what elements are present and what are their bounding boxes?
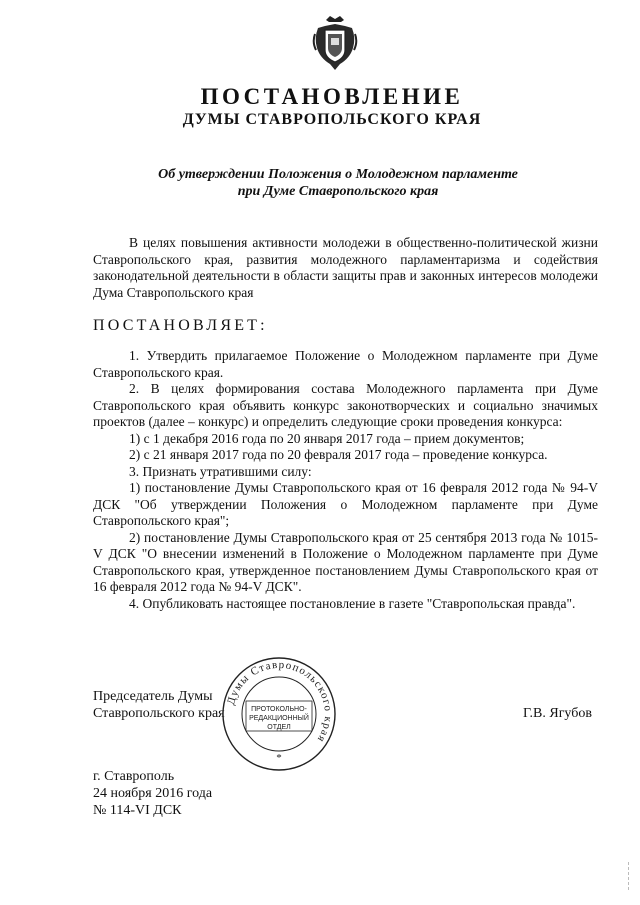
subject-line-2: при Думе Ставропольского края: [237, 184, 439, 199]
resolves-heading: ПОСТАНОВЛЯЕТ:: [93, 317, 268, 334]
signatory-title-line-2: Ставропольского края: [93, 706, 225, 721]
stamp-inner-line-1: ПРОТОКОЛЬНО-: [251, 706, 307, 713]
preamble-text: В целях повышения активности молодежи в общественно-политической жизни Ставропольского края, развития молодежного парламентаризма и содействия законодательной деятельности в области защиты прав и законных интересов молодежи Дума Ставропольского края: [93, 235, 598, 300]
preamble: [93, 235, 598, 301]
issuer-title: ДУМЫ СТАВРОПОЛЬСКОГО КРАЯ: [182, 111, 482, 128]
item-3-sub-1: 1) постановление Думы Ставропольского края от 16 февраля 2012 года № 94-V ДСК "Об утверждении Положения о Молодежном парламенте при Думе Ставропольского края";: [93, 480, 598, 528]
stamp-outer-text: Думы Ставропольского края: [224, 658, 335, 745]
official-stamp: [220, 655, 338, 773]
signatory-title: [93, 688, 225, 722]
scan-artifact: [628, 862, 631, 890]
item-3: 3. Признать утратившими силу:: [129, 463, 312, 479]
item-2-sub-2: 2) с 21 января 2017 года по 20 февраля 2017 года – проведение конкурса.: [129, 447, 548, 462]
item-3-sub-2: 2) постановление Думы Ставропольского края от 25 сентября 2013 года № 1015-V ДСК "О внесении изменений в Положение о Молодежном парламенте при Думе Ставропольского края, утвержденное постановлением Думы Ставропольского края от 16 февраля 2012 года № 94-V ДСК".: [93, 529, 598, 594]
stamp-inner-line-3: ОТДЕЛ: [267, 724, 291, 731]
item-1: 1. Утвердить прилагаемое Положение о Молодежном парламенте при Думе Ставропольского края.: [93, 348, 598, 380]
coat-of-arms-icon: [312, 14, 358, 72]
item-2-sub-1: 1) с 1 декабря 2016 года по 20 января 2017 года – прием документов;: [129, 430, 525, 446]
document-date: 24 ноября 2016 года: [93, 786, 213, 801]
item-4: 4. Опубликовать настоящее постановление в газете "Ставропольская правда".: [129, 595, 576, 611]
document-subject: [150, 166, 526, 200]
item-2: 2. В целях формирования состава Молодежного парламента при Думе Ставропольского края объявить конкурс законотворческих и социально значимых проектов (далее – конкурс) и определить следующие сроки проведения конкурса:: [93, 381, 598, 429]
stamp-inner-line-2: РЕДАКЦИОННЫЙ: [249, 715, 309, 722]
city: г. Ставрополь: [93, 769, 175, 784]
place-date-number: [93, 768, 212, 819]
document-number: № 114-VI ДСК: [93, 803, 182, 818]
signatory-title-line-1: Председатель Думы: [93, 689, 213, 704]
signatory-name: Г.В. Ягубов: [523, 706, 592, 721]
resolution-items: [93, 348, 598, 612]
stamp-star: *: [276, 752, 282, 764]
subject-line-1: Об утверждении Положения о Молодежном парламенте: [158, 167, 518, 182]
document-type-title: ПОСТАНОВЛЕНИЕ: [200, 84, 464, 109]
